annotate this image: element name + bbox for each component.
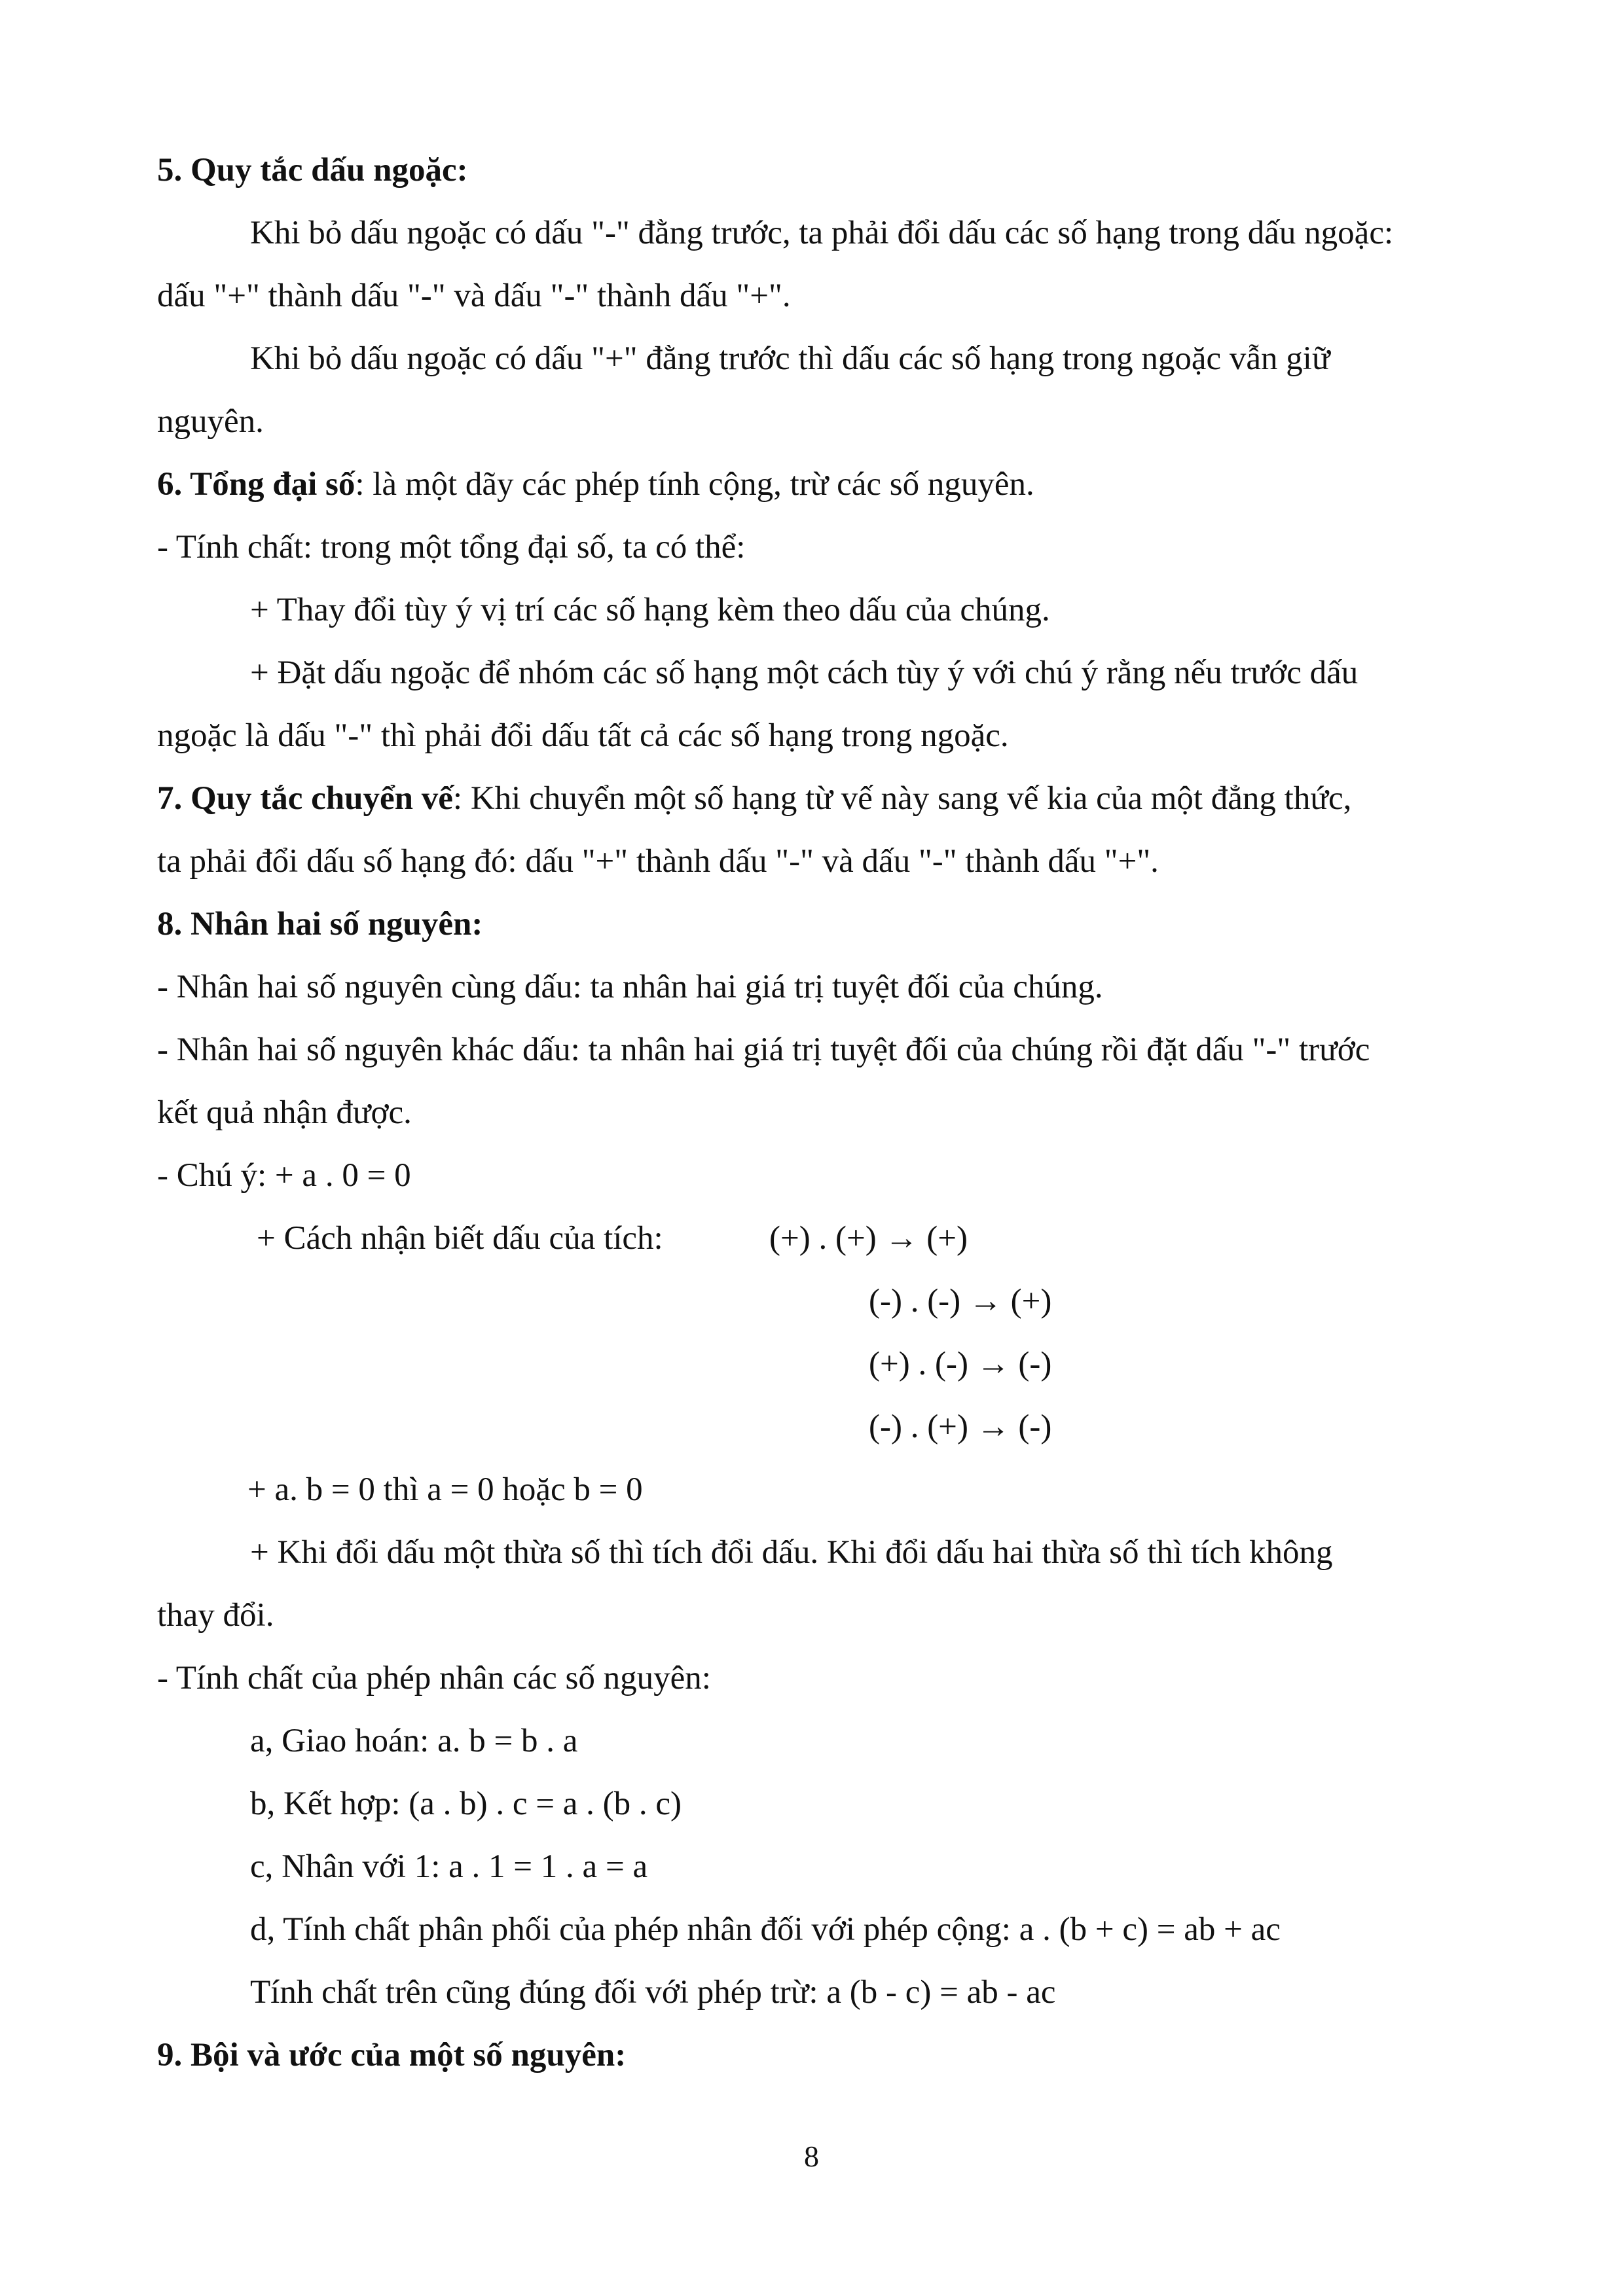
section-6-property: - Tính chất: trong một tổng đại số, ta có thể: xyxy=(157,529,746,565)
page-number: 8 xyxy=(804,2140,819,2173)
section-8-diff-sign-line-1: - Nhân hai số nguyên khác dấu: ta nhân hai giá trị tuyệt đối của chúng rồi đặt dấu "-" trước xyxy=(157,1031,1370,1068)
section-6-item-2-line-2: ngoặc là dấu "-" thì phải đổi dấu tất cả các số hạng trong ngoặc. xyxy=(157,717,1009,754)
section-6-item-1: + Thay đổi tùy ý vị trí các số hạng kèm theo dấu của chúng. xyxy=(250,592,1050,628)
section-5-para-2-line-2: nguyên. xyxy=(157,403,264,440)
section-6-definition: : là một dãy các phép tính cộng, trừ các số nguyên. xyxy=(355,466,1034,503)
section-8-change-sign-line-1: + Khi đổi dấu một thừa số thì tích đổi dấu. Khi đổi dấu hai thừa số thì tích không xyxy=(250,1534,1333,1571)
section-5-para-1-line-2: dấu "+" thành dấu "-" và dấu "-" thành dấu "+". xyxy=(157,278,791,314)
section-5-heading: 5. Quy tắc dấu ngoặc: xyxy=(157,152,468,188)
section-6-item-2-line-1: + Đặt dấu ngoặc để nhóm các số hạng một cách tùy ý với chú ý rằng nếu trước dấu xyxy=(250,655,1359,691)
property-identity: c, Nhân với 1: a . 1 = 1 . a = a xyxy=(250,1848,648,1885)
section-8-same-sign: - Nhân hai số nguyên cùng dấu: ta nhân hai giá trị tuyệt đối của chúng. xyxy=(157,969,1103,1005)
section-6-heading: 6. Tổng đại số xyxy=(157,466,356,503)
section-8-heading: 8. Nhân hai số nguyên: xyxy=(157,906,483,942)
sign-rule-3: (+) . (-) → (-) xyxy=(869,1346,1052,1382)
section-7-heading: 7. Quy tắc chuyển vế xyxy=(157,780,453,817)
section-8-zero-product: + a. b = 0 thì a = 0 hoặc b = 0 xyxy=(247,1471,643,1508)
sign-rule-4: (-) . (+) → (-) xyxy=(869,1408,1052,1445)
section-6-heading-line xyxy=(157,453,1472,516)
sign-rule-1: (+) . (+) → (+) xyxy=(769,1220,968,1257)
sign-rule-label: + Cách nhận biết dấu của tích: xyxy=(257,1220,663,1257)
section-5-para-1-line-1: Khi bỏ dấu ngoặc có dấu "-" đằng trước, ta phải đổi dấu các số hạng trong dấu ngoặc: xyxy=(250,215,1394,251)
sign-rule-2: (-) . (-) → (+) xyxy=(869,1283,1052,1319)
section-8-note: - Chú ý: + a . 0 = 0 xyxy=(157,1157,411,1194)
property-associative: b, Kết hợp: (a . b) . c = a . (b . c) xyxy=(250,1785,682,1822)
section-8-properties: - Tính chất của phép nhân các số nguyên: xyxy=(157,1660,711,1696)
property-distributive-subtraction: Tính chất trên cũng đúng đối với phép trừ: a (b - c) = ab - ac xyxy=(250,1974,1056,2011)
sign-rule-row xyxy=(157,1207,1472,1270)
property-distributive: d, Tính chất phân phối của phép nhân đối với phép cộng: a . (b + c) = ab + ac xyxy=(250,1911,1281,1948)
section-7-text: : Khi chuyển một số hạng từ vế này sang vế kia của một đẳng thức, xyxy=(452,780,1352,817)
property-commutative: a, Giao hoán: a. b = b . a xyxy=(250,1723,578,1759)
section-9-heading: 9. Bội và ước của một số nguyên: xyxy=(157,2037,627,2073)
section-7-text-line-2: ta phải đổi dấu số hạng đó: dấu "+" thành dấu "-" và dấu "-" thành dấu "+". xyxy=(157,843,1159,880)
section-8-change-sign-line-2: thay đổi. xyxy=(157,1597,274,1634)
section-5-para-2-line-1: Khi bỏ dấu ngoặc có dấu "+" đằng trước thì dấu các số hạng trong ngoặc vẫn giữ xyxy=(250,340,1330,377)
section-8-diff-sign-line-2: kết quả nhận được. xyxy=(157,1094,412,1131)
section-7-heading-line xyxy=(157,767,1472,830)
